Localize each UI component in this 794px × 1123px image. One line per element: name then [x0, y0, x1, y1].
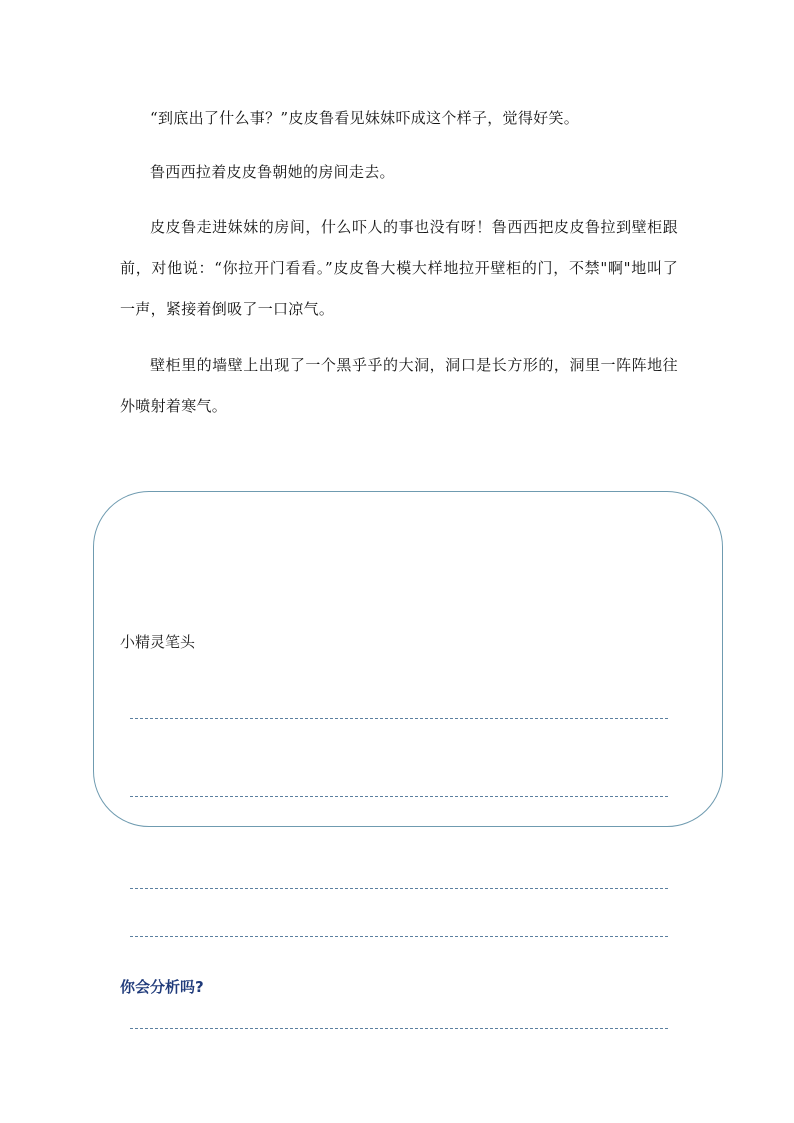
story-paragraph-3: 皮皮鲁走进妹妹的房间，什么吓人的事也没有呀！鲁西西把皮皮鲁拉到壁柜跟前，对他说：“你拉开门看看。”皮皮鲁大模大样地拉开壁柜的门，不禁"啊"地叫了一声，紧接着倒吸了一口凉气。 [120, 218, 678, 318]
writing-box [93, 491, 723, 827]
analysis-heading: 你会分析吗? [120, 978, 204, 996]
answer-line[interactable] [130, 796, 668, 797]
story-paragraph-4: 壁柜里的墙壁上出现了一个黑乎乎的大洞，洞口是长方形的，洞里一阵阵地往外喷射着寒气。 [120, 356, 678, 415]
answer-line[interactable] [130, 718, 668, 719]
story-paragraph-1: “到底出了什么事？”皮皮鲁看见妹妹吓成这个样子，觉得好笑。 [150, 109, 580, 127]
answer-line[interactable] [130, 1028, 668, 1029]
answer-line[interactable] [130, 888, 668, 889]
writing-box-title: 小精灵笔头 [120, 633, 196, 651]
answer-line[interactable] [130, 936, 668, 937]
story-paragraph-2: 鲁西西拉着皮皮鲁朝她的房间走去。 [150, 163, 395, 181]
